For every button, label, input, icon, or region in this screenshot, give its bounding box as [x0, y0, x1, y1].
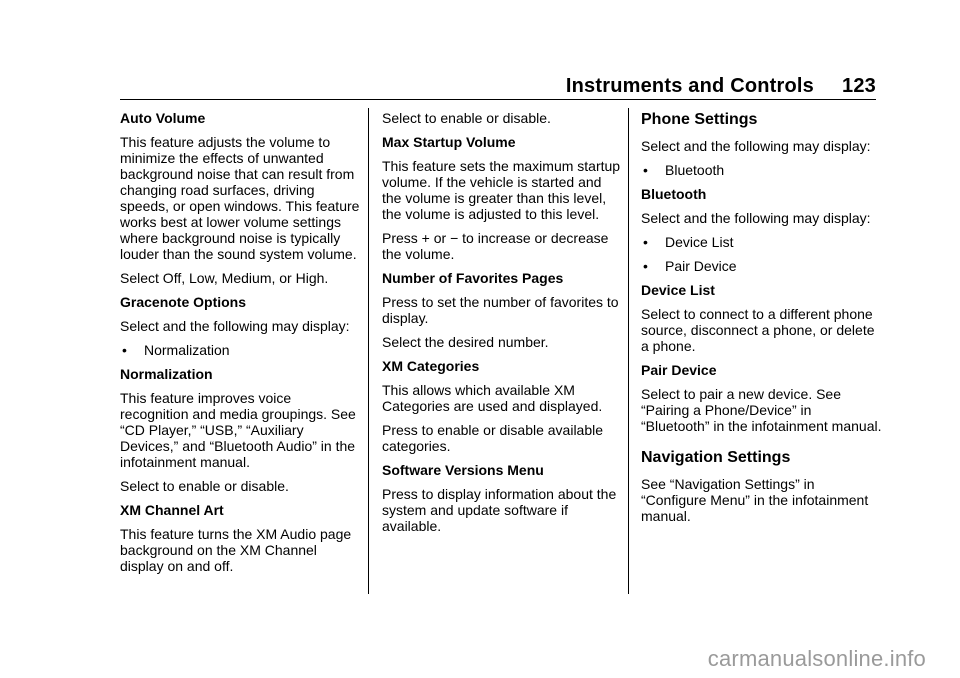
bullet-icon: •	[643, 162, 648, 178]
subheading: Pair Device	[641, 362, 717, 378]
section-heading: Navigation Settings	[641, 449, 791, 466]
subheading: XM Channel Art	[120, 502, 224, 518]
column-3	[641, 110, 883, 532]
paragraph: This feature sets the maximum startup volume. If the vehicle is started and the volume is greater than this level, the volume is adjusted to this level.	[382, 158, 621, 222]
paragraph: Select and the following may display:	[120, 318, 350, 334]
paragraph: Select the desired number.	[382, 334, 549, 350]
bullet-text: Device List	[665, 234, 734, 250]
paragraph: See “Navigation Settings” in “Configure Menu” in the infotainment manual.	[641, 476, 869, 524]
bullet-text: Bluetooth	[665, 162, 725, 178]
paragraph: Select to connect to a different phone source, disconnect a phone, or delete a phone.	[641, 306, 875, 354]
paragraph: This allows which available XM Categories are used and displayed.	[382, 382, 603, 414]
column-2	[382, 110, 624, 542]
header-rule	[120, 99, 876, 100]
subheading: Max Startup Volume	[382, 134, 516, 150]
bullet-text: Pair Device	[665, 258, 737, 274]
section-heading: Phone Settings	[641, 111, 758, 128]
subheading: Bluetooth	[641, 186, 707, 202]
subheading: Auto Volume	[120, 110, 206, 126]
paragraph: Select and the following may display:	[641, 210, 871, 226]
subheading: Software Versions Menu	[382, 462, 544, 478]
bullet-text: Normalization	[144, 342, 230, 358]
paragraph: This feature turns the XM Audio page background on the XM Channel display on and off.	[120, 526, 352, 574]
paragraph: Select to enable or disable.	[120, 478, 289, 494]
paragraph: Select Off, Low, Medium, or High.	[120, 270, 329, 286]
bullet-icon: •	[122, 342, 127, 358]
page-header	[120, 68, 876, 98]
subheading: Number of Favorites Pages	[382, 270, 564, 286]
paragraph: Press to enable or disable available categories.	[382, 422, 604, 454]
paragraph: Press to display information about the system and update software if available.	[382, 486, 617, 534]
bullet-icon: •	[643, 234, 648, 250]
subheading: Gracenote Options	[120, 294, 247, 310]
subheading: Normalization	[120, 366, 213, 382]
paragraph: Press to set the number of favorites to display.	[382, 294, 619, 326]
paragraph: Select to enable or disable.	[382, 110, 551, 126]
bullet-item	[120, 342, 362, 358]
watermark[interactable]: carmanualsonline.info	[707, 646, 926, 671]
bullet-item	[641, 162, 883, 178]
page-number: 123	[842, 75, 876, 97]
column-divider	[368, 108, 369, 594]
subheading: XM Categories	[382, 358, 480, 374]
paragraph: Press + or − to increase or decrease the volume.	[382, 230, 609, 262]
paragraph: Select to pair a new device. See “Pairing a Phone/Device” in “Bluetooth” in the infotainment manual.	[641, 386, 882, 434]
column-divider	[628, 108, 629, 594]
section-title: Instruments and Controls	[565, 75, 815, 97]
bullet-item	[641, 258, 883, 274]
bullet-icon: •	[643, 258, 648, 274]
bullet-item	[641, 234, 883, 250]
paragraph: This feature adjusts the volume to minimize the effects of unwanted background noise that can result from changing road surfaces, driving speeds, or open windows. This feature works best at lower volume settings where background noise is typically louder than the sound system volume.	[120, 134, 360, 262]
column-1	[120, 110, 362, 582]
paragraph: Select and the following may display:	[641, 138, 871, 154]
subheading: Device List	[641, 282, 715, 298]
paragraph: This feature improves voice recognition and media groupings. See “CD Player,” “USB,” “Auxiliary Devices,” and “Bluetooth Audio” in the infotainment manual.	[120, 390, 356, 470]
